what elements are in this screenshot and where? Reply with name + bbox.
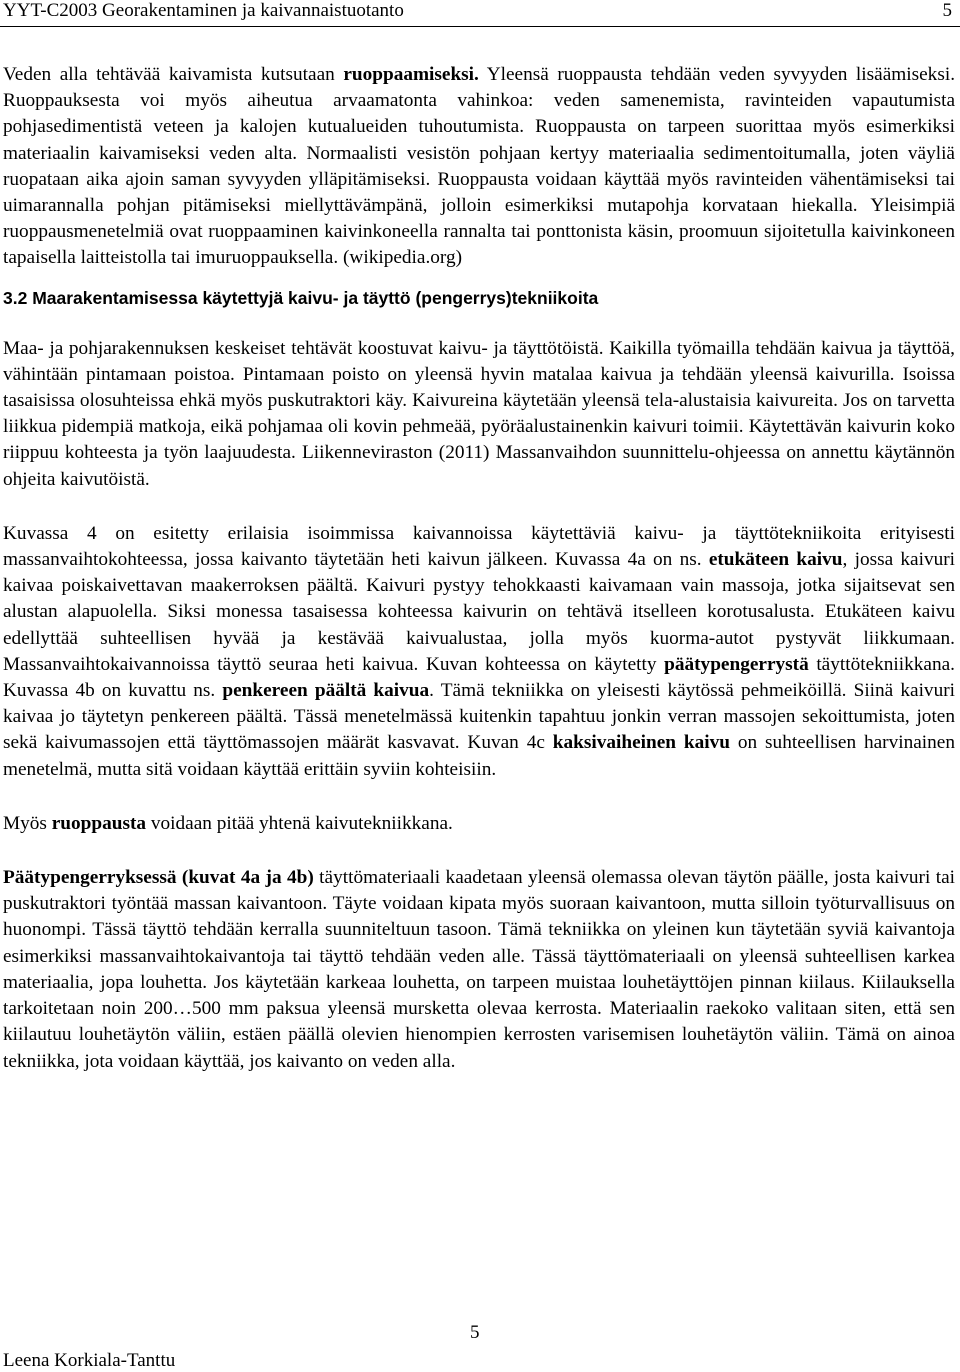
header-divider	[0, 26, 960, 27]
paragraph-dredging: Veden alla tehtävää kaivamista kutsutaan ruoppaamiseksi. Yleensä ruoppausta tehdään veden syvyyden lisäämiseksi. Ruoppauksesta voi myös aiheutua arvaamatonta vahinkoa: veden samenemista, ravinteiden vapautumista pohjasedimentistä veteen ja kalojen kutualueiden tuhoutumista. Ruoppausta on tarpeen suorittaa myös esimerkiksi materiaalin kaivamiseksi veden alta. Normaalisti vesistön pohjaan kertyy materiaalia sedimentoitumalla, joten väyliä ruopataan aika ajoin saman syvyyden ylläpitämiseksi. Ruoppausta voidaan käyttää myös ravinteiden vähentämiseksi tai uimarannalla pohjan pitämiseksi miellyttävämpänä, jolloin esimerkiksi mutapohja korvataan hiekalla. Yleisimpiä ruoppausmenetelmiä ovat ruoppaaminen kaivinkoneella rannalta tai ponttonista käsin, proomuun sijoitetulla kaivinkoneen tapaisella laitteistolla tai imuruoppauksella. (wikipedia.org)	[3, 64, 956, 269]
header-page-number: 5	[942, 0, 952, 21]
section-heading: 3.2 Maarakentamisessa käytettyjä kaivu- ja täyttö (pengerrys)tekniikoita	[3, 287, 599, 308]
page-header	[3, 0, 952, 24]
paragraph-figure-4: Kuvassa 4 on esitetty erilaisia isoimmissa kaivannoissa käytettäviä kaivu- ja täyttötekniikoita erityisesti massanvaihtokohteessa, jossa kaivanto täytetään heti kaivun jälkeen. Kuvassa 4a on ns. etukäteen kaivu, jossa kaivuri kaivaa poiskaivettavan maakerroksen päältä. Kaivuri pystyy tehokkaasti kaivamaan vain massoja, jotka sijaitsevat sen alustan alapuolella. Siksi monessa tasaisessa kohteessa kaivurin on tehtävä itselleen korotusalusta. Etukäteen kaivu edellyttää suhteellisen hyvää ja kestävää kaivualustaa, jolla myös kuorma-autot pystyvät liikkumaan. Massanvaihtokaivannoissa täyttö seuraa heti kaivua. Kuvan kohteessa on käytetty päätypengerrystä täyttötekniikkana. Kuvassa 4b on kuvattu ns. penkereen päältä kaivua. Tämä tekniikka on yleisesti käytössä pehmeiköillä. Siinä kaivuri kaivaa jo täytetyn penkereen päältä. Tässä menetelmässä kuitenkin tapahtuu jonkin verran massojen sekoittumista, joten sekä kaivumassojen että täyttömassojen määrät kasvavat. Kuvan 4c kaksivaiheinen kaivu on suhteellisen harvinainen menetelmä, mutta sitä voidaan käyttää erittäin syviin kohteisiin.	[3, 522, 956, 780]
document-body	[3, 62, 955, 1075]
header-title: YYT-C2003 Georakentaminen ja kaivannaistuotanto	[3, 0, 404, 21]
footer-author: Leena Korkiala-Tanttu	[3, 1350, 176, 1371]
footer-page-number: 5	[470, 1322, 480, 1343]
paragraph-end-tipping: Päätypengerryksessä (kuvat 4a ja 4b) täyttömateriaali kaadetaan yleensä olemassa olevan täytön päälle, josta kaivuri tai puskutraktori työntää massan kaivantoon. Täyte voidaan kipata myös suoraan kaivantoon, mutta silloin työturvallisuus on huonompi. Tässä täyttö tehdään kerralla suunniteltuun tasoon. Tämä tekniikka on yleinen kun täytetään syviä kaivantoja esimerkiksi massanvaihtokaivantoja tai täyttö tehdään veden alle. Tässä täyttömateriaali on yleensä suhteellisen karkea materiaalia, jopa louhetta. Jos käytetään karkeaa louhetta, on tarpeen muistaa louhetäyttöjen pinnan kiilaus. Kiilauksella tarkoitetaan noin 200…500 mm paksua yleensä mursketta olevaa kerrosta. Materiaalin raekoko valitaan siten, että sen kiilautuu louhetäytön väliin, estäen päällä olevien hienompien kerrosten varisemisen louhetäytön väliin. Tämä on ainoa tekniikka, jota voidaan käyttää, jos kaivanto on veden alla.	[3, 867, 955, 1072]
paragraph-excavation-basics: Maa- ja pohjarakennuksen keskeiset tehtävät koostuvat kaivu- ja täyttötöistä. Kaikilla työmailla tehdään kaivua ja täyttöä, vähintään pintamaan poistoa. Pintamaan poisto on yleensä hyvin matalaa kaivua ja tehdään yleensä kaivurilla. Isoissa tasaisissa olosuhteissa ehkä myös puskutraktori käy. Kaivureina käytetään yleensä tela-alustaisia kaivureita. Jos on tarvetta liikkua pidempiä matkoja, eikä pohjamaa oli kovin pehmeää, pyöräalustainenkin kaivuri toimii. Käytettävän kaivurin koko riippuu kohteesta ja työn laajuudesta. Liikenneviraston (2011) Massanvaihdon suunnittelu-ohjeessa on annettu käytännön ohjeita kaivutöistä.	[3, 337, 955, 490]
paragraph-dredging-technique: Myös ruoppausta voidaan pitää yhtenä kaivutekniikkana.	[3, 812, 453, 834]
